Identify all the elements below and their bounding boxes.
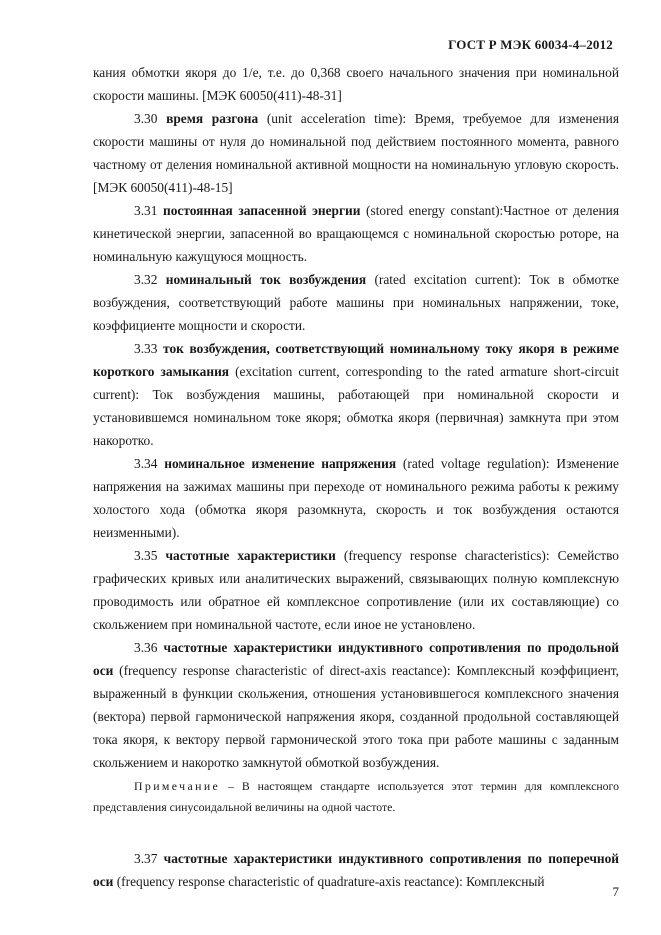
clause-number: 3.32 — [134, 272, 166, 287]
standard-header: ГОСТ Р МЭК 60034-4–2012 — [448, 37, 613, 52]
clause-number: 3.35 — [134, 548, 166, 563]
definition-text: (unit acceleration time): Время, требуемое для изменения скорости машины от нуля до номинальной под действием постоянного момента, равного частному от деления номинальной активной мощности на номинальную угловую скорость. [МЭК 60050(411)-48-15] — [93, 111, 619, 195]
term: номинальное изменение напряжения — [164, 456, 397, 471]
definition-3-31 — [93, 199, 619, 268]
definition-text: (excitation current, corresponding to the rated armature short-circuit current): Ток возбуждения машины, работающей при номинальной скорости и установившемся номинальном токе якоря; обмотка якоря (первичная) замкнута при этом накоротко. — [93, 364, 619, 448]
clause-number: 3.34 — [134, 456, 165, 471]
term: постоянная запасенной энергии — [162, 203, 361, 218]
term: номинальный ток возбуждения — [165, 272, 367, 287]
spacer — [93, 818, 619, 847]
note-label: Примечание — [134, 779, 221, 793]
note-text: – В настоящем стандарте используется этот термин для комплексного представления синусоидальной величины на одной частоте. — [93, 779, 619, 814]
document-body — [93, 61, 619, 893]
term: частотные характеристики — [165, 548, 336, 563]
clause-number: 3.33 — [134, 341, 164, 356]
definition-text: (frequency response characteristic of quadrature-axis reactance): Комплексный — [113, 874, 545, 889]
clause-number: 3.31 — [134, 203, 163, 218]
continuation-paragraph: кания обмотки якоря до 1/e, т.е. до 0,368 своего начального значения при номинальной скорости машины. [МЭК 60050(411)-48-31] — [93, 65, 619, 103]
clause-number: 3.37 — [134, 851, 164, 866]
page-number: 7 — [612, 884, 619, 899]
definition-text: (rated voltage regulation): Изменение напряжения на зажимах машины при переходе от номинального режима работы к режиму холостого хода (обмотка якоря разомкнута, скорость и ток возбуждения остаются неизменными). — [93, 456, 619, 540]
definition-3-36 — [93, 636, 619, 774]
definition-3-34 — [93, 452, 619, 544]
definition-text: (frequency response characteristics): Семейство графических кривых или аналитических выражений, связывающих полную комплексную проводимость или обратное ей комплексное сопротивление (или их составляющие) со скольжением при номинальной частоте, если иное не установлено. — [93, 548, 619, 632]
clause-number: 3.36 — [134, 640, 164, 655]
definition-3-30 — [93, 107, 619, 199]
definition-3-32 — [93, 268, 619, 337]
definition-text: (frequency response characteristic of direct-axis reactance): Комплексный коэффициент, выраженный в функции скольжения, отношения установившегося комплексного значения (вектора) первой гармонической напряжения якоря, созданной продольной составляющей тока якоря, к вектору первой гармонической этого тока при работе машины с заданным скольжением и накоротко замкнутой обмоткой возбуждения. — [93, 663, 619, 770]
term: частотные характеристики индуктивного сопротивления по продольной оси — [93, 640, 619, 678]
definition-3-35 — [93, 544, 619, 636]
note — [93, 776, 619, 818]
term: ток возбуждения, соответствующий номинальному току якоря в режиме короткого замыкания — [93, 341, 619, 379]
term: время разгона — [166, 111, 259, 126]
clause-number: 3.30 — [134, 111, 167, 126]
term: частотные характеристики индуктивного сопротивления по поперечной оси — [93, 851, 619, 889]
definition-3-37 — [93, 847, 619, 893]
definition-text: (stored energy constant):Частное от деления кинетической энергии, запасенной во вращающемся с номинальной скоростью роторе, на номинальную кажущуюся мощность. — [93, 203, 620, 264]
definition-text: (rated excitation current): Ток в обмотке возбуждения, соответствующий работе машины при номинальных напряжении, токе, коэффициенте мощности и скорости. — [93, 272, 620, 333]
definition-3-33 — [93, 337, 619, 452]
